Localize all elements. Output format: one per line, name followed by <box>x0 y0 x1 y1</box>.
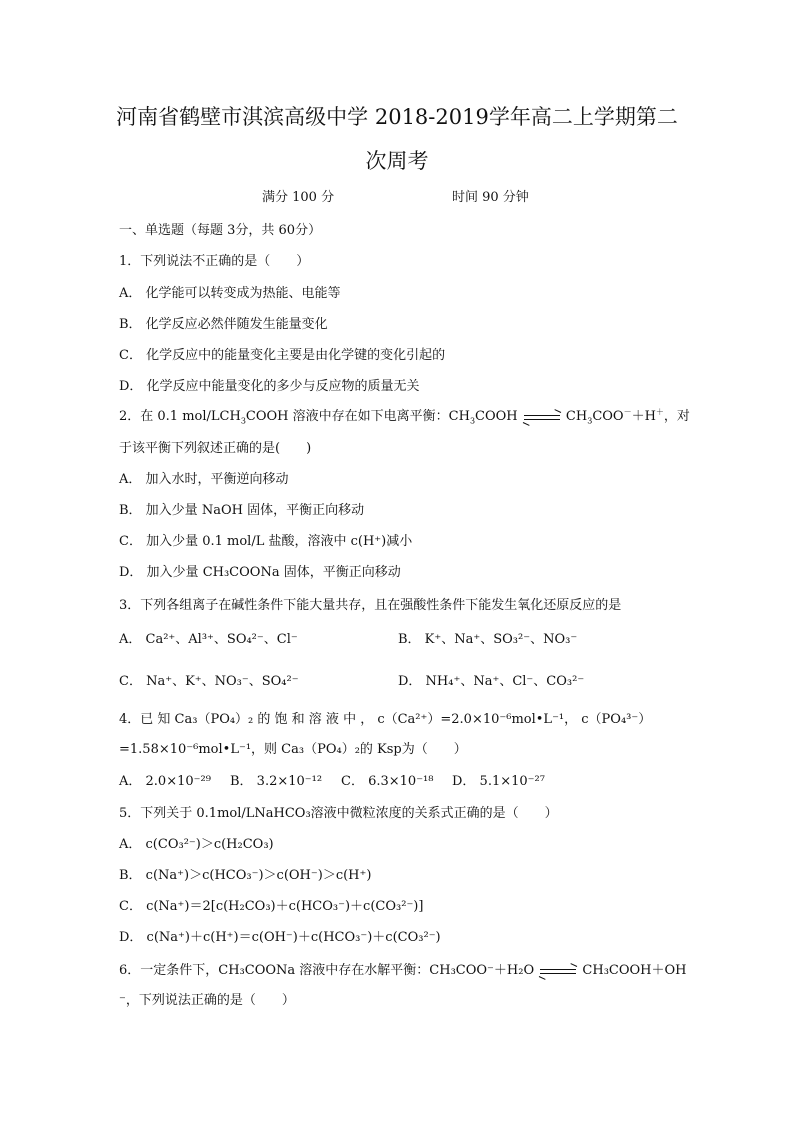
q4-stem-cont: =1.58×10⁻⁶mol•L⁻¹，则 Ca₃（PO₄）₂的 Ksp为（ ） <box>119 742 467 757</box>
q4-option-a: A． 2.0×10⁻²⁹ <box>119 774 211 789</box>
q6-stem-cont: ⁻，下列说法正确的是（ ） <box>119 993 295 1008</box>
q2-option-b: B． 加入少量 NaOH 固体，平衡正向移动 <box>119 503 365 518</box>
q3-option-a: A． Ca²⁺、Al³⁺、SO₄²⁻、Cl⁻ <box>119 632 298 647</box>
q2-option-d: D． 加入少量 CH₃COONa 固体，平衡正向移动 <box>119 565 401 580</box>
q4-option-b: B． 3.2×10⁻¹² <box>230 774 323 789</box>
full-score: 满分 100 分 <box>262 190 335 205</box>
q3-option-c: C． Na⁺、K⁺、NO₃⁻、SO₄²⁻ <box>119 674 299 689</box>
q2-option-a: A． 加入水时，平衡逆向移动 <box>119 472 289 487</box>
q5-option-c: C． c(Na⁺)＝2[c(H₂CO₃)＋c(HCO₃⁻)＋c(CO₃²⁻)] <box>119 899 424 914</box>
q3-option-b: B． K⁺、Na⁺、SO₃²⁻、NO₃⁻ <box>398 632 578 647</box>
section-heading: 一、单选题（每题 3分，共 60分） <box>119 223 322 238</box>
equilibrium-arrow-icon <box>522 412 562 422</box>
q2-stem: 2．在 0.1 mol/$LCH_3COOH$ 溶液中存在如下电离平衡：$CH_3COOH$ $CH_3COO^-+H^+$，对 <box>119 407 690 426</box>
q4-stem: 4．已 知 Ca₃（PO₄）₂ 的 饱 和 溶 液 中 ， c（Ca²⁺）=2.0×10⁻⁶mol•L⁻¹， c（PO₄³⁻） <box>119 712 652 727</box>
q6-stem: 6．一定条件下，CH₃COONa 溶液中存在水解平衡：CH₃COO⁻＋H₂O CH₃COOH＋OH <box>119 963 687 978</box>
q3-stem: 3．下列各组离子在碱性条件下能大量共存，且在强酸性条件下能发生氧化还原反应的是 <box>119 598 622 613</box>
q1-option-c: C． 化学反应中的能量变化主要是由化学键的变化引起的 <box>119 348 446 363</box>
time-limit: 时间 90 分钟 <box>452 190 529 205</box>
exam-title-line2: 次周考 <box>365 149 429 173</box>
q1-option-b: B． 化学反应必然伴随发生能量变化 <box>119 317 328 332</box>
q1-stem: 1．下列说法不正确的是（ ） <box>119 254 310 269</box>
q4-option-c: C． 6.3×10⁻¹⁸ <box>341 774 434 789</box>
q5-option-a: A． c(CO₃²⁻)＞c(H₂CO₃) <box>119 837 274 852</box>
q5-option-d: D． c(Na⁺)＋c(H⁺)＝c(OH⁻)＋c(HCO₃⁻)＋c(CO₃²⁻) <box>119 930 441 945</box>
q3-option-d: D． NH₄⁺、Na⁺、Cl⁻、CO₃²⁻ <box>398 674 585 689</box>
equilibrium-arrow-icon <box>538 966 578 976</box>
q5-stem: 5．下列关于 0.1mol/LNaHCO₃溶液中微粒浓度的关系式正确的是（ ） <box>119 806 558 821</box>
q4-option-d: D． 5.1×10⁻²⁷ <box>452 774 545 789</box>
q2-stem-cont: 于该平衡下列叙述正确的是( ) <box>119 441 312 456</box>
q5-option-b: B． c(Na⁺)＞c(HCO₃⁻)＞c(OH⁻)＞c(H⁺) <box>119 868 372 883</box>
q1-option-a: A． 化学能可以转变成为热能、电能等 <box>119 286 341 301</box>
q1-option-d: D． 化学反应中能量变化的多少与反应物的质量无关 <box>119 379 420 394</box>
exam-title-line1: 河南省鹤壁市淇滨高级中学 2018-2019学年高二上学期第二 <box>116 105 678 129</box>
q2-option-c: C． 加入少量 0.1 mol/L 盐酸，溶液中 c(H⁺)减小 <box>119 534 413 549</box>
